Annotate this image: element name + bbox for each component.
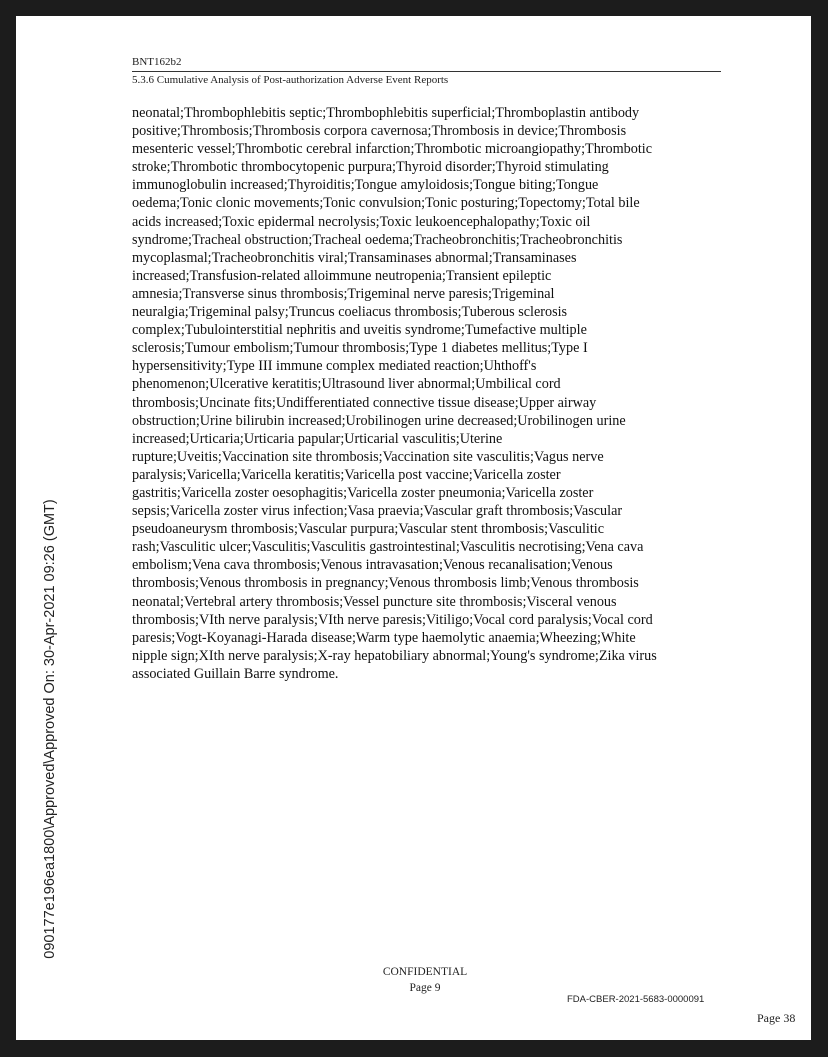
body-line: paralysis;Varicella;Varicella keratitis;Varicella post vaccine;Varicella zoster (132, 466, 561, 483)
body-line: neonatal;Thrombophlebitis septic;Thrombophlebitis superficial;Thromboplastin antibody (132, 105, 640, 121)
body-line: embolism;Vena cava thrombosis;Venous intravasation;Venous recanalisation;Venous (132, 557, 613, 574)
body-line: thrombosis;Venous thrombosis in pregnancy;Venous thrombosis limb;Venous thrombosis (132, 575, 639, 592)
header-title: BNT162b2 (132, 56, 182, 68)
body-line: neonatal;Vertebral artery thrombosis;Vessel puncture site thrombosis;Visceral venous (132, 593, 617, 610)
body-line: increased;Urticaria;Urticaria papular;Urticarial vasculitis;Uterine (132, 430, 503, 447)
body-line: stroke;Thrombotic thrombocytopenic purpura;Thyroid disorder;Thyroid stimulating (132, 159, 609, 176)
body-line: mesenteric vessel;Thrombotic cerebral infarction;Thrombotic microangiopathy;Thrombotic (132, 141, 653, 158)
body-line: positive;Thrombosis;Thrombosis corpora cavernosa;Thrombosis in device;Thrombosis (132, 123, 627, 140)
body-line: amnesia;Transverse sinus thrombosis;Trigeminal nerve paresis;Trigeminal (132, 285, 555, 302)
body-line: complex;Tubulointerstitial nephritis and uveitis syndrome;Tumefactive multiple (132, 322, 587, 339)
body-line: phenomenon;Ulcerative keratitis;Ultrasound liver abnormal;Umbilical cord (132, 376, 561, 393)
body-line: syndrome;Tracheal obstruction;Tracheal oedema;Tracheobronchitis;Tracheobronchitis (132, 231, 623, 248)
footer-document-id: FDA-CBER-2021-5683-0000091 (567, 994, 705, 1005)
body-line: thrombosis;Uncinate fits;Undifferentiated connective tissue disease;Upper airway (132, 394, 597, 411)
body-line: gastritis;Varicella zoster oesophagitis;Varicella zoster pneumonia;Varicella zoster (132, 484, 594, 501)
document-page (16, 16, 811, 1040)
body-line: pseudoaneurysm thrombosis;Vascular purpura;Vascular stent thrombosis;Vasculitic (132, 521, 605, 538)
body-line: immunoglobulin increased;Thyroiditis;Tongue amyloidosis;Tongue biting;Tongue (132, 177, 599, 194)
body-line: increased;Transfusion-related alloimmune neutropenia;Transient epileptic (132, 267, 552, 284)
header-subtitle: 5.3.6 Cumulative Analysis of Post-authorization Adverse Event Reports (132, 74, 449, 86)
approval-watermark: 090177e196ea1800\Approved\Approved On: 30-Apr-2021 09:26 (GMT) (42, 499, 58, 959)
body-line: paresis;Vogt-Koyanagi-Harada disease;Warm type haemolytic anaemia;Wheezing;White (132, 629, 636, 646)
body-line: obstruction;Urine bilirubin increased;Urobilinogen urine decreased;Urobilinogen urine (132, 412, 626, 429)
body-line: sepsis;Varicella zoster virus infection;Vasa praevia;Vascular graft thrombosis;Vascular (132, 503, 623, 520)
body-line: nipple sign;XIth nerve paralysis;X-ray hepatobiliary abnormal;Young's syndrome;Zika virus (132, 647, 657, 664)
footer-inner-page-number: Page 9 (409, 982, 441, 994)
body-line: mycoplasmal;Tracheobronchitis viral;Transaminases abnormal;Transaminases (132, 249, 577, 266)
body-line: associated Guillain Barre syndrome. (132, 665, 339, 682)
body-line: hypersensitivity;Type III immune complex mediated reaction;Uhthoff's (132, 358, 537, 375)
body-line: neuralgia;Trigeminal palsy;Truncus coeliacus thrombosis;Tuberous sclerosis (132, 304, 568, 321)
header-divider (132, 71, 721, 72)
body-paragraph (132, 104, 712, 683)
footer-confidential: CONFIDENTIAL (382, 966, 468, 978)
body-line: rupture;Uveitis;Vaccination site thrombosis;Vaccination site vasculitis;Vagus nerve (132, 448, 604, 465)
body-line: rash;Vasculitic ulcer;Vasculitis;Vasculitis gastrointestinal;Vasculitis necrotising;Vena cava (132, 539, 644, 556)
body-line: oedema;Tonic clonic movements;Tonic convulsion;Tonic posturing;Topectomy;Total bile (132, 195, 640, 212)
body-line: thrombosis;VIth nerve paralysis;VIth nerve paresis;Vitiligo;Vocal cord paralysis;Vocal cord (132, 611, 653, 628)
footer-outer-page-number: Page 38 (757, 1011, 796, 1025)
body-line: sclerosis;Tumour embolism;Tumour thrombosis;Type 1 diabetes mellitus;Type I (132, 340, 588, 357)
body-line: acids increased;Toxic epidermal necrolysis;Toxic leukoencephalopathy;Toxic oil (132, 213, 591, 230)
